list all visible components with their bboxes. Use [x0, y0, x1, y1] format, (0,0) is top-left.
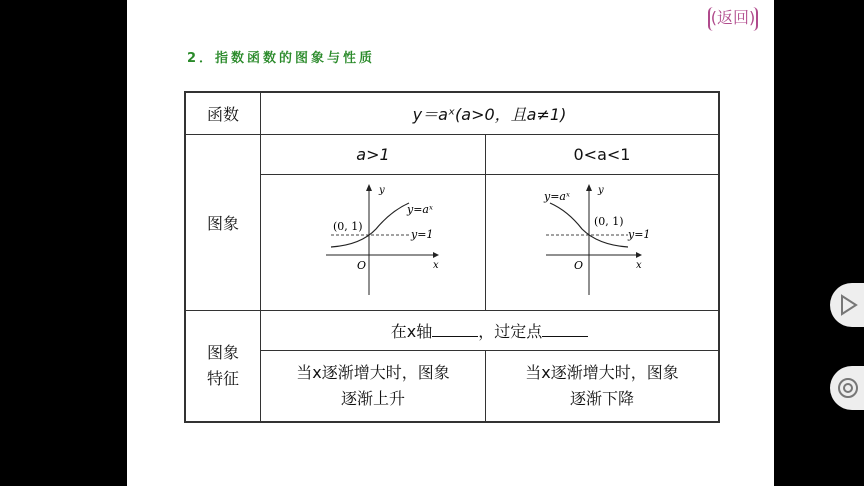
graph-left — [261, 175, 485, 310]
y-axis-arrow — [366, 184, 372, 191]
feature-common — [261, 310, 720, 350]
feature-right-line1: 当x逐渐增大时，图象 — [525, 362, 679, 382]
graph-right — [486, 175, 718, 310]
blank-1[interactable] — [432, 322, 478, 337]
graph-right-cell — [486, 174, 720, 310]
back-button[interactable]: (返回) — [708, 7, 758, 31]
graph-left-cell — [261, 174, 486, 310]
curve-label: y=aˣ — [407, 202, 433, 216]
curve-label: y=aˣ — [544, 189, 570, 203]
slide — [127, 0, 774, 486]
y-axis-arrow — [586, 184, 592, 191]
function-expression: y＝aˣ(a>0，且a≠1) — [261, 92, 720, 134]
origin-label: O — [357, 258, 367, 272]
x-axis-arrow — [433, 252, 439, 258]
feature-right — [486, 350, 720, 422]
case-right-header: 0<a<1 — [486, 134, 720, 174]
feature-left — [261, 350, 486, 422]
feature-label-line1: 图象 — [206, 342, 239, 362]
camera-button[interactable] — [830, 366, 864, 410]
properties-table — [184, 91, 720, 423]
point-label: (0, 1) — [333, 219, 363, 233]
row-label-function: 函数 — [185, 92, 261, 134]
y-axis-label: y — [379, 184, 385, 196]
row-label-graph: 图象 — [185, 134, 261, 310]
x-axis-label: x — [636, 259, 642, 271]
feature-right-line2: 逐渐下降 — [569, 388, 634, 408]
feature-label-line2: 特征 — [206, 368, 239, 388]
camera-icon — [836, 375, 860, 401]
line-label: y=1 — [628, 227, 651, 241]
section-title: 2．指数函数的图象与性质 — [187, 51, 376, 66]
feature-left-line1: 当x逐渐增大时，图象 — [296, 362, 450, 382]
row-label-feature — [185, 310, 261, 422]
line-label: y=1 — [411, 227, 434, 241]
x-axis-arrow — [636, 252, 642, 258]
case-left-header: a>1 — [261, 134, 486, 174]
play-button[interactable] — [830, 283, 864, 327]
feature-common-prefix: 在x轴 — [390, 321, 433, 341]
y-axis-label: y — [598, 184, 604, 196]
origin-label: O — [574, 258, 584, 272]
play-icon — [836, 292, 860, 318]
x-axis-label: x — [433, 259, 439, 271]
blank-2[interactable] — [542, 322, 588, 337]
point-label: (0, 1) — [594, 214, 624, 228]
feature-common-mid: ，过定点 — [478, 321, 543, 341]
feature-left-line2: 逐渐上升 — [340, 388, 405, 408]
